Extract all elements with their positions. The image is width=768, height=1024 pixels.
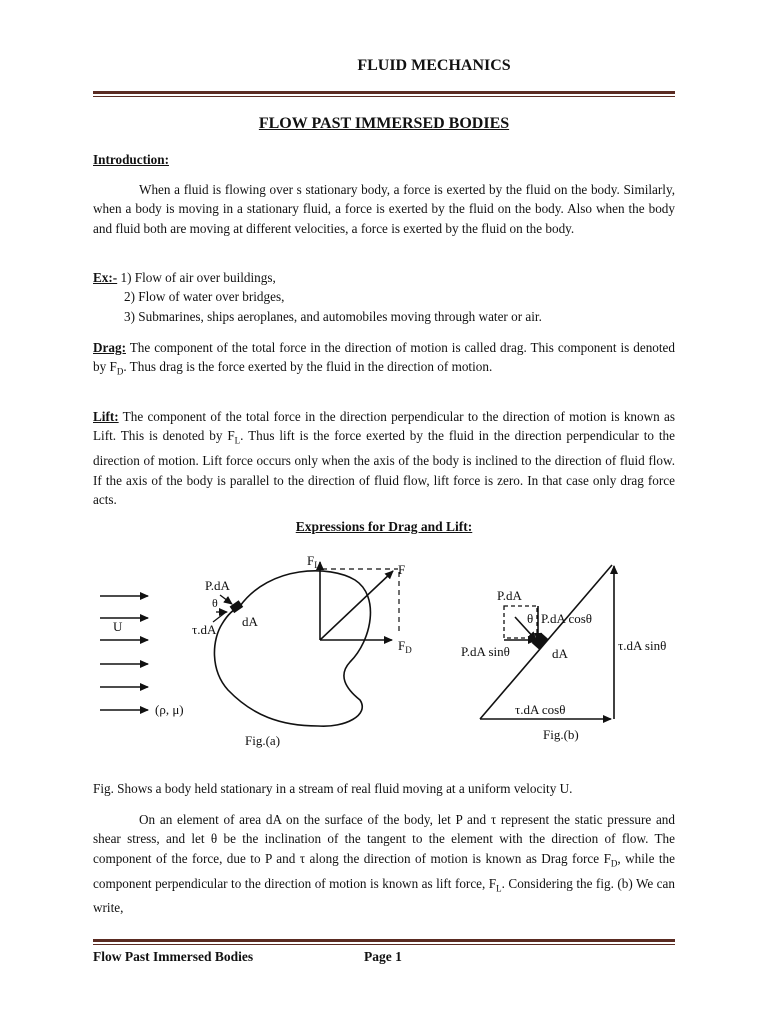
header-rule (93, 91, 675, 97)
label-pda-a: P.dA (205, 578, 230, 593)
lift-paragraph: Lift: The component of the total force in the direction perpendicular to the direction of motion is known as Lift. This is denoted by $F_L$. Thus lift is the force exerted by the fluid in the direction perpendicular to the direction of motion. Lift force occurs only when the axis of the body is inclined to the direction of fluid flow. If the axis of the body is parallel to the direction of fluid flow, lift force is zero. In that case only drag force acts. (93, 409, 675, 507)
svg-text:FD: $F_D$ (398, 638, 412, 655)
page-number: Page 1 (364, 949, 402, 964)
label-pda-sin: P.dA sinθ (461, 644, 510, 659)
figure-a (100, 562, 399, 726)
expressions-heading: Expressions for Drag and Lift: (295, 519, 473, 534)
drag-lift-figures (0, 540, 768, 780)
example-item-1: Ex:- 1) Flow of air over buildings, (93, 270, 276, 285)
element-paragraph: On an element of area dA on the surface of the body, let P and τ represent the static pressure and shear stress, and let θ be the inclination of the tangent to the element with the direction of flow. The component of the force, due to P and τ along the direction of motion is known as Drag force $F_D$, while the component perpendicular to the direction of motion is known as lift force, $F_L$. Considering the fig. (b) We can write, (93, 812, 675, 916)
label-da-a: dA (242, 614, 258, 629)
caption-b: Fig.(b) (543, 727, 579, 742)
footer-title: Flow Past Immersed Bodies (93, 949, 254, 964)
label-tau-sin: τ.dA sinθ (618, 638, 667, 653)
intro-paragraph: When a fluid is flowing over s stationary body, a force is exerted by the fluid on the body. Similarly, when a body is moving in a stationary fluid, a force is exerted by the fluid on the body. Also when the body and fluid both are moving at different velocities, a force is exerted by the fluid on the body. (93, 182, 675, 236)
examples-list (93, 268, 675, 326)
immersed-body (214, 571, 370, 726)
intro-heading: Introduction: (93, 152, 169, 167)
label-U: U (113, 619, 123, 634)
figure-description: Fig. Shows a body held stationary in a stream of real fluid moving at a uniform velocity U. (93, 781, 573, 796)
label-tauda-a: τ.dA (192, 622, 217, 637)
page-title: FLOW PAST IMMERSED BODIES (258, 115, 510, 132)
label-pda-b: P.dA (497, 588, 522, 603)
label-pda-cos: P.dA cosθ (541, 611, 593, 626)
footer-rule (93, 939, 675, 945)
caption-a: Fig.(a) (245, 733, 281, 748)
example-item-3: 3) Submarines, ships aeroplanes, and automobiles moving through water or air. (124, 308, 542, 324)
example-item-2: 2) Flow of water over bridges, (124, 289, 285, 305)
svg-text:FL: $F_L$ (307, 553, 320, 570)
header-title: FLUID MECHANICS (357, 57, 511, 74)
label-theta-a: θ (212, 596, 218, 610)
label-f: F (398, 562, 406, 577)
examples-label: Ex:- (93, 270, 118, 285)
label-da-b: dA (552, 646, 568, 661)
flow-arrows (100, 596, 148, 710)
label-theta-b: θ (527, 611, 534, 626)
label-rho-mu: (ρ, μ) (155, 702, 184, 717)
drag-paragraph: Drag: The component of the total force in the direction of motion is called drag. This component is denoted by $F_D$. Thus drag is the force exerted by the fluid in the direction of motion. (93, 340, 675, 377)
label-tau-cos: τ.dA cosθ (515, 702, 566, 717)
element-da-b (532, 632, 549, 649)
